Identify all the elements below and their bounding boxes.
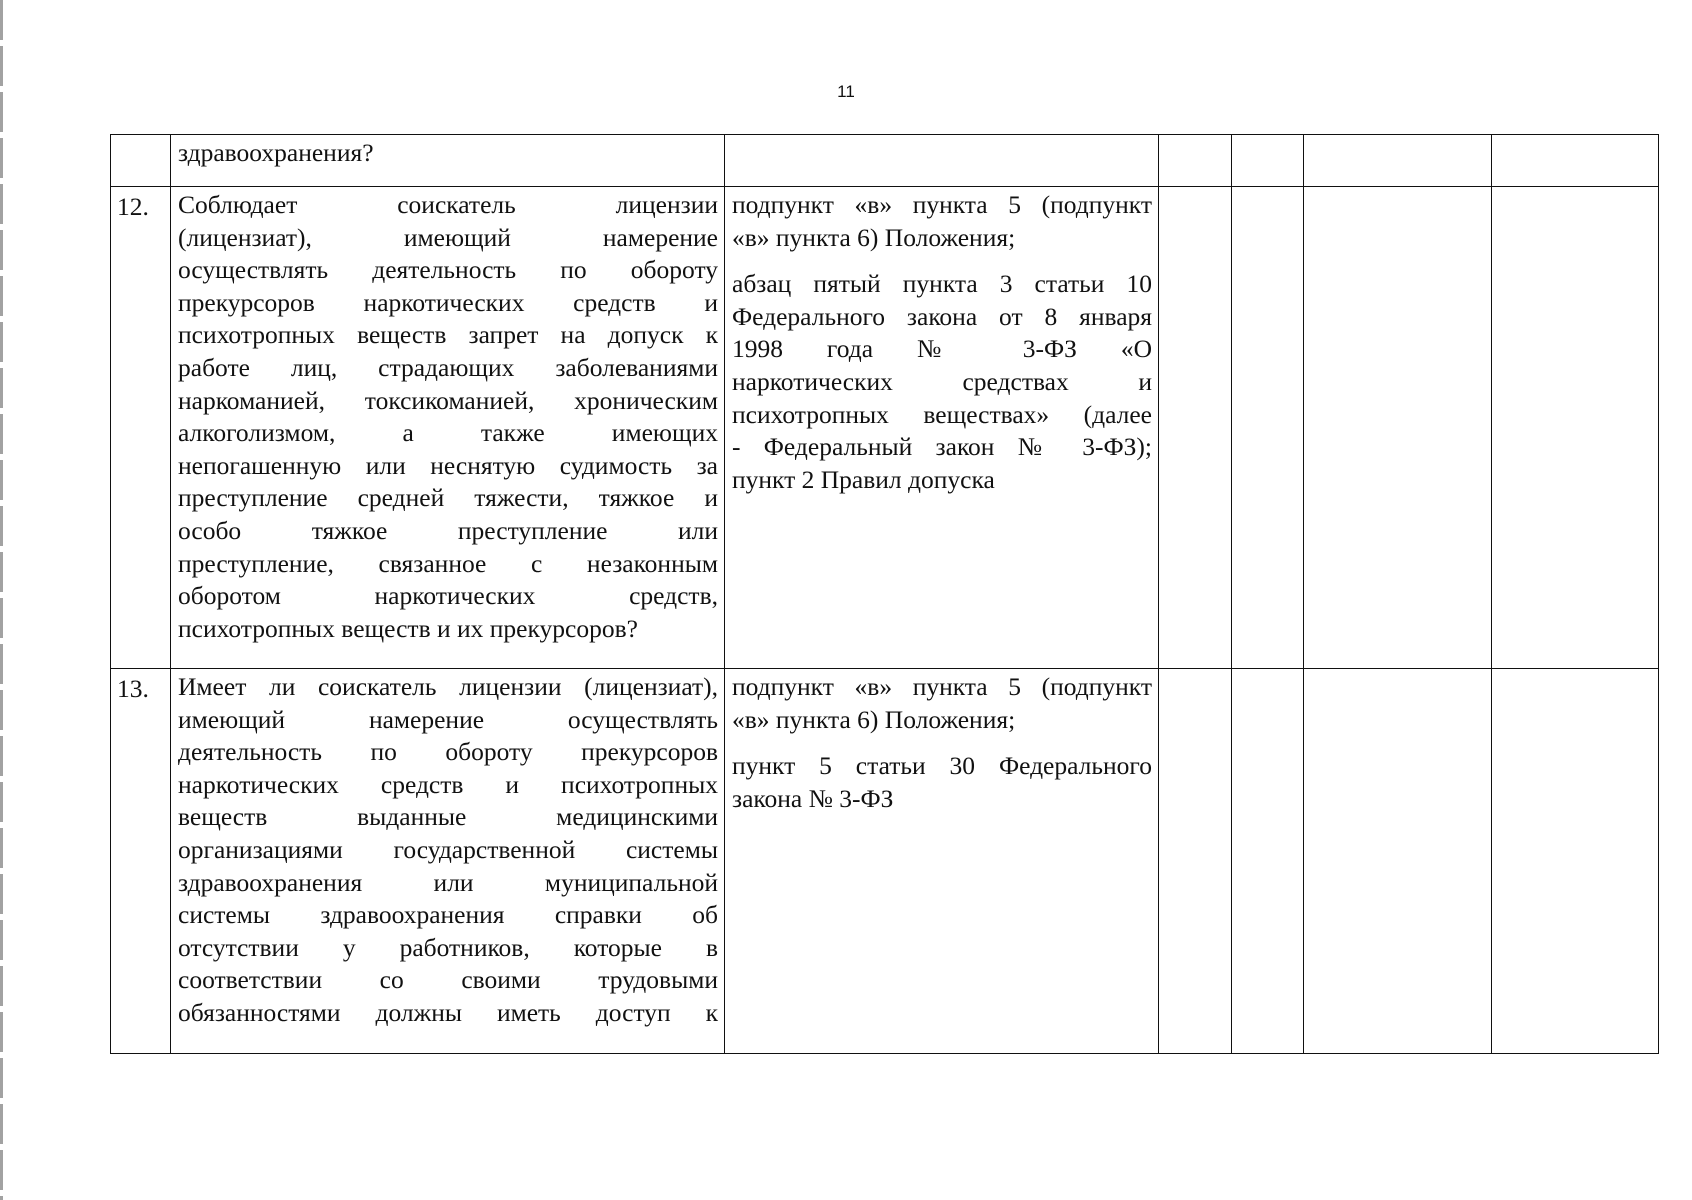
question-line: (лицензиат), имеющий намерение: [178, 222, 718, 252]
question-line: обязанностями должны иметь доступ к: [178, 997, 718, 1027]
legal-basis-line: пункт 5 статьи 30 Федерального: [732, 751, 1152, 781]
answer-no-cell: [1232, 135, 1304, 187]
legal-basis-line: наркотических средствах и: [732, 366, 1152, 396]
legal-basis-line: Федерального закона от 8 января: [732, 301, 1152, 331]
question-line: осуществлять деятельность по обороту: [178, 255, 718, 285]
answer-no-cell: [1232, 187, 1304, 669]
question-line: веществ выданные медицинскими: [178, 802, 718, 832]
table-row: [111, 669, 1659, 1054]
legal-basis-line: подпункт «в» пункта 5 (подпункт: [732, 190, 1152, 219]
question-line: психотропных веществ запрет на допуск к: [178, 320, 718, 350]
legal-basis-cell: [725, 669, 1159, 1054]
question-line: здравоохранения или муниципальной: [178, 867, 718, 897]
table-row: [111, 135, 1659, 187]
row-number: 12.: [111, 187, 171, 669]
question-line: преступление средней тяжести, тяжкое и: [178, 483, 718, 513]
question-cell: [171, 135, 725, 187]
question-line: организациями государственной системы: [178, 834, 718, 864]
question-line: психотропных веществ и их прекурсоров?: [178, 613, 638, 643]
answer-yes-cell: [1159, 135, 1232, 187]
question-line: соответствии со своими трудовыми: [178, 965, 718, 995]
question-line: здравоохранения?: [178, 138, 374, 167]
question-line: наркоманией, токсикоманией, хроническим: [178, 385, 718, 415]
question-line: Имеет ли соискатель лицензии (лицензиат),: [178, 672, 718, 701]
legal-basis-line: «в» пункта 6) Положения;: [732, 222, 1016, 252]
legal-basis-cell: [725, 187, 1159, 669]
legal-basis-line: - Федеральный закон № 3-ФЗ);: [732, 432, 1152, 462]
note-cell: [1492, 187, 1659, 669]
row-number: 13.: [111, 669, 171, 1054]
checklist-table: [110, 134, 1659, 1054]
legal-basis-paragraph: [732, 750, 1152, 815]
question-line: оборотом наркотических средств,: [178, 581, 718, 611]
not-applicable-cell: [1304, 135, 1492, 187]
note-cell: [1492, 669, 1659, 1054]
question-cell: [171, 187, 725, 669]
not-applicable-cell: [1304, 669, 1492, 1054]
answer-no-cell: [1232, 669, 1304, 1054]
legal-basis-cell: [725, 135, 1159, 187]
answer-yes-cell: [1159, 187, 1232, 669]
legal-basis-paragraph: [732, 671, 1152, 736]
row-number: [111, 135, 171, 187]
question-line: алкоголизмом, а также имеющих: [178, 418, 718, 448]
legal-basis-paragraph: [732, 189, 1152, 254]
question-line: системы здравоохранения справки об: [178, 900, 718, 930]
question-line: отсутствии у работников, которые в: [178, 932, 718, 962]
note-cell: [1492, 135, 1659, 187]
not-applicable-cell: [1304, 187, 1492, 669]
question-line: наркотических средств и психотропных: [178, 769, 718, 799]
question-line: работе лиц, страдающих заболеваниями: [178, 352, 718, 382]
table-body: [111, 135, 1659, 1054]
question-line: преступление, связанное с незаконным: [178, 548, 718, 578]
legal-basis-line: закона № 3-ФЗ: [732, 783, 894, 813]
question-line: особо тяжкое преступление или: [178, 515, 718, 545]
scan-edge: [0, 0, 3, 1200]
legal-basis-line: «в» пункта 6) Положения;: [732, 704, 1016, 734]
legal-basis-line: пункт 2 Правил допуска: [732, 464, 995, 494]
legal-basis-line: 1998 года № 3-ФЗ «О: [732, 334, 1152, 364]
legal-basis-line: подпункт «в» пункта 5 (подпункт: [732, 672, 1152, 701]
question-line: прекурсоров наркотических средств и: [178, 287, 718, 317]
question-line: Соблюдает соискатель лицензии: [178, 190, 718, 219]
question-cell: [171, 669, 725, 1054]
legal-basis-line: абзац пятый пункта 3 статьи 10: [732, 269, 1152, 299]
question-line: непогашенную или неснятую судимость за: [178, 450, 718, 480]
legal-basis-paragraph: [732, 268, 1152, 496]
legal-basis-line: психотропных веществах» (далее: [732, 399, 1152, 429]
table-row: [111, 187, 1659, 669]
question-line: деятельность по обороту прекурсоров: [178, 737, 718, 767]
question-line: имеющий намерение осуществлять: [178, 704, 718, 734]
answer-yes-cell: [1159, 669, 1232, 1054]
page-number: 11: [837, 82, 855, 101]
